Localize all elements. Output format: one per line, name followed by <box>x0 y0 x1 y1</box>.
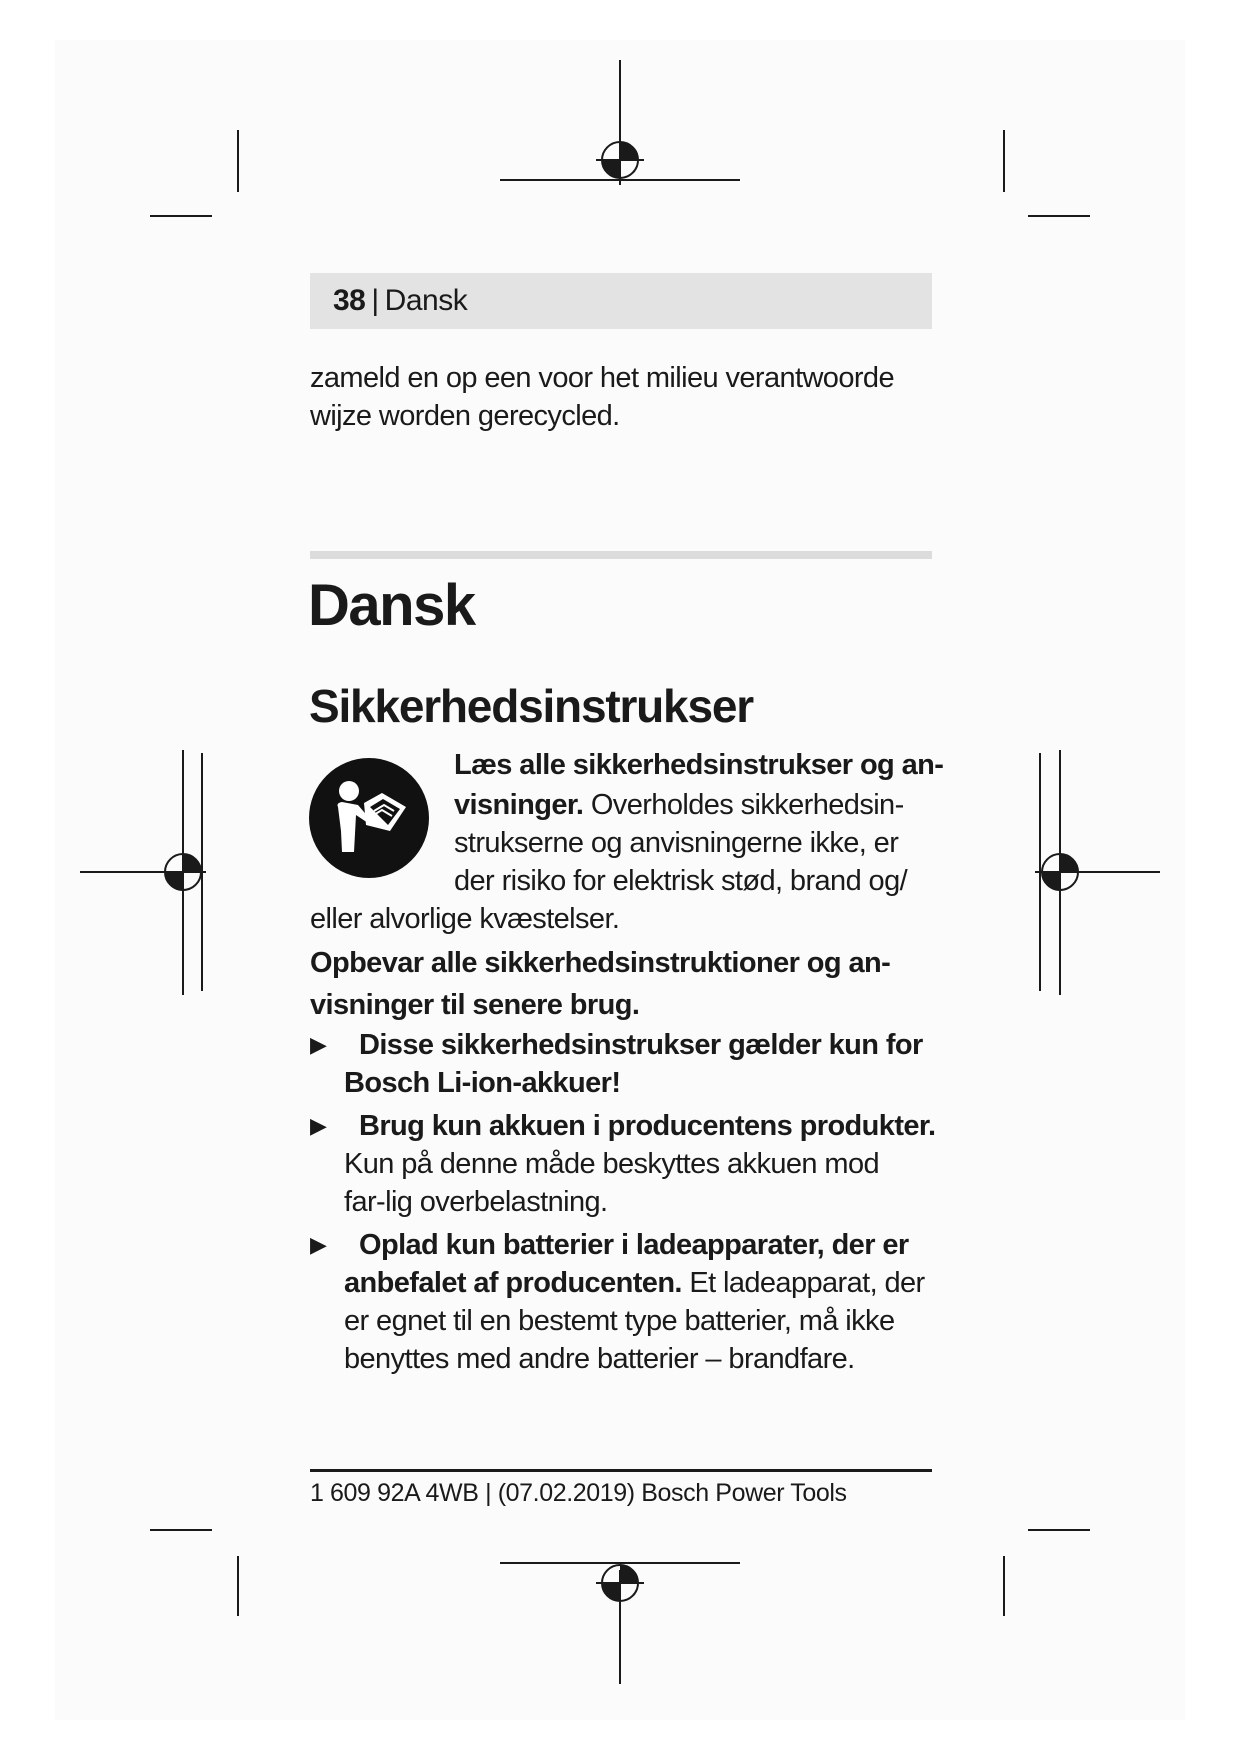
header-separator: | <box>371 284 379 317</box>
bullet-body: Et ladeapparat, der er egnet til en bestemt type batterier, må ikke benyttes med andre batterier – brandfare. <box>344 1267 925 1375</box>
page-number: 38 <box>333 284 366 317</box>
safety-line: eller alvorlige kvæstelser. <box>310 903 620 935</box>
footer-brand: Bosch Power Tools <box>641 1479 847 1507</box>
footer-divider <box>310 1469 932 1472</box>
read-manual-icon <box>308 757 430 879</box>
safety-line <box>454 786 904 824</box>
bullet-item <box>310 1107 940 1221</box>
page-footer <box>310 1476 847 1510</box>
section-divider <box>310 551 932 559</box>
keep-note-line: visninger til senere brug. <box>310 989 640 1021</box>
bullet-item <box>310 1226 940 1378</box>
safety-bold-lead: visninger. <box>454 789 584 821</box>
registration-target-top <box>596 142 644 178</box>
intro-line: wijze worden gerecycled. <box>310 400 620 432</box>
footer-doc-id: 1 609 92A 4WB <box>310 1479 479 1507</box>
safety-line: Læs alle sikkerhedsinstrukser og an- <box>454 749 944 781</box>
keep-note-line: Opbevar alle sikkerhedsinstruktioner og an- <box>310 947 891 979</box>
bullet-arrow-icon: ▶ <box>310 1113 327 1138</box>
safety-text: Overholdes sikkerhedsin- <box>583 789 904 821</box>
safety-line: strukserne og anvisningerne ikke, er <box>454 827 899 859</box>
footer-date: (07.02.2019) <box>497 1479 635 1507</box>
header-language: Dansk <box>384 284 468 317</box>
footer-separator: | <box>485 1479 492 1507</box>
registration-target-left <box>165 854 201 890</box>
safety-line: der risiko for elektrisk stød, brand og/ <box>454 865 908 897</box>
bullet-lead: Oplad kun batterier i ladeapparater, der er anbefalet af producenten. <box>344 1229 909 1299</box>
registration-target-right <box>1042 854 1078 890</box>
bullet-arrow-icon: ▶ <box>310 1032 327 1057</box>
safety-bullet-list <box>310 1026 940 1383</box>
bullet-lead: Disse sikkerhedsinstrukser gælder kun for Bosch Li-ion-akkuer! <box>344 1029 923 1099</box>
bullet-body: Kun på denne måde beskyttes akkuen mod far-lig overbelastning. <box>344 1148 880 1218</box>
intro-paragraph <box>310 359 932 435</box>
bullet-item <box>310 1026 940 1102</box>
page-title: Dansk <box>308 573 475 638</box>
section-heading: Sikkerhedsinstrukser <box>309 680 753 732</box>
bullet-lead: Brug kun akkuen i producentens produkter. <box>359 1110 936 1142</box>
registration-target-bottom <box>596 1565 644 1601</box>
page-header <box>310 273 932 329</box>
intro-line: zameld en op een voor het milieu verantwoorde <box>310 362 894 394</box>
bullet-arrow-icon: ▶ <box>310 1232 327 1257</box>
